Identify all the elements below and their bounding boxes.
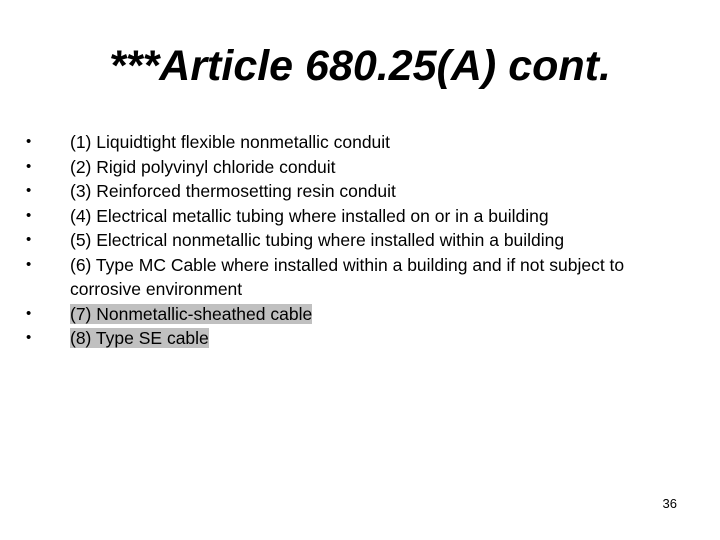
list-item [26, 204, 666, 229]
bullet-icon: • [26, 304, 32, 322]
bullet-icon: • [26, 206, 32, 224]
list-item-text: (4) Electrical metallic tubing where installed on or in a building [70, 205, 549, 226]
list-item [26, 155, 666, 180]
list-item [26, 228, 666, 253]
list-item [26, 130, 666, 155]
list-item-text: (5) Electrical nonmetallic tubing where installed within a building [70, 230, 565, 250]
bullet-icon: • [26, 133, 32, 150]
list-item-text: (2) Rigid polyvinyl chloride conduit [70, 156, 336, 177]
bullet-icon: • [26, 329, 32, 346]
slide-title: ***Article 680.25(A) cont. [109, 42, 611, 90]
list-item-text: (6) Type MC Cable where installed within a building and if not subject to corrosive environment [70, 254, 625, 299]
bullet-icon: • [26, 157, 32, 175]
bullet-icon: • [26, 231, 32, 248]
bullet-icon: • [26, 182, 32, 199]
list-item [26, 302, 666, 327]
list-item-text: (3) Reinforced thermosetting resin conduit [70, 181, 396, 201]
page-number: 36 [662, 496, 677, 511]
list-item [26, 179, 666, 204]
list-item [26, 253, 666, 302]
bullet-list [26, 130, 666, 351]
list-item-text: (1) Liquidtight flexible nonmetallic conduit [70, 132, 391, 152]
list-item-text-highlighted: (7) Nonmetallic-sheathed cable [70, 303, 313, 324]
list-item [26, 326, 666, 351]
bullet-icon: • [26, 255, 32, 273]
list-item-text-highlighted: (8) Type SE cable [70, 328, 209, 348]
